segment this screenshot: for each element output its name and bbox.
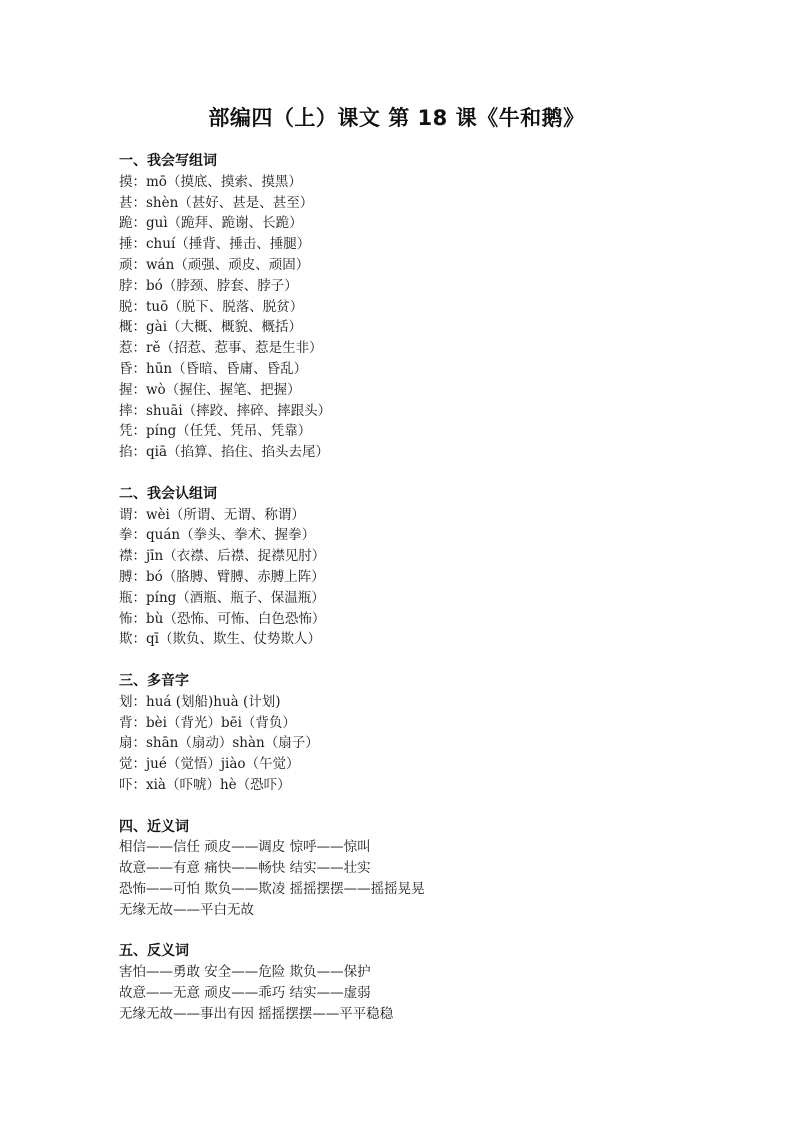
entry-line: 顽：wán（顽强、顽皮、顽固）: [119, 256, 310, 273]
section-antonyms: [119, 941, 759, 1024]
entry-line: 襟：jīn（衣襟、后襟、捉襟见肘）: [119, 548, 326, 565]
section-polyphonic-characters: [119, 671, 759, 796]
entry-line: 脖：bó（脖颈、脖套、脖子）: [119, 277, 298, 294]
entry-line: 摸：mō（摸底、摸索、摸黑）: [119, 173, 302, 190]
section-heading: 二、我会认组词: [119, 485, 217, 502]
entry-line: 摔：shuāi（摔跤、摔碎、摔跟头）: [119, 402, 332, 419]
section-heading: 一、我会写组词: [119, 153, 217, 169]
entry-line: 无缘无故——平白无故: [119, 901, 254, 918]
entry-line: 跪：guì（跪拜、跪谢、长跪）: [119, 215, 303, 232]
entry-line: 捶：chuí（捶背、捶击、捶腿）: [119, 236, 311, 253]
section-recognize-words: [119, 484, 759, 650]
entry-line: 握：wò（握住、握笔、把握）: [119, 381, 301, 398]
entry-line: 恐怖——可怕 欺负——欺凌 摇摇摆摆——摇摇晃晃: [119, 880, 425, 897]
entry-line: 脱：tuō（脱下、脱落、脱贫）: [119, 298, 304, 315]
entry-line: 怖：bù（恐怖、可怖、白色恐怖）: [119, 610, 326, 627]
entry-line: 吓：xià（吓唬）hè（恐吓）: [119, 776, 291, 793]
section-write-words: [119, 151, 759, 463]
section-synonyms: [119, 817, 759, 921]
entry-line: 概：gài（大概、概貌、概括）: [119, 319, 303, 336]
entry-line: 背：bèi（背光）bēi（背负）: [119, 714, 296, 731]
entry-line: 凭：píng（任凭、凭吊、凭靠）: [119, 423, 312, 440]
section-heading: 四、近义词: [119, 818, 189, 835]
entry-line: 觉：jué（觉悟）jiào（午觉）: [119, 756, 300, 773]
entry-line: 谓：wèi（所谓、无谓、称谓）: [119, 506, 305, 523]
entry-line: 膊：bó（胳膊、臂膊、赤膊上阵）: [119, 568, 325, 585]
entry-line: 拳：quán（拳头、拳术、握拳）: [119, 527, 316, 544]
entry-line: 扇：shān（扇动）shàn（扇子）: [119, 735, 319, 752]
section-heading: 三、多音字: [119, 672, 189, 689]
page-title: 部编四（上）课文 第 18 课《牛和鹅》: [208, 106, 585, 130]
entry-line: 昏：hūn（昏暗、昏庸、昏乱）: [119, 360, 308, 377]
section-heading: 五、反义词: [119, 943, 189, 960]
entry-line: 划：huá (划船)huà (计划): [119, 693, 281, 710]
entry-line: 掐：qiā（掐算、掐住、掐头去尾）: [119, 444, 330, 461]
entry-line: 惹：rě（招惹、惹事、惹是生非）: [119, 340, 323, 357]
entry-line: 甚：shèn（甚好、甚是、甚至）: [119, 194, 314, 211]
entry-line: 无缘无故——事出有因 摇摇摆摆——平平稳稳: [119, 1005, 394, 1022]
entry-line: 故意——无意 顽皮——乖巧 结实——虚弱: [119, 984, 371, 1001]
entry-line: 相信——信任 顽皮——调皮 惊呼——惊叫: [119, 839, 371, 856]
entry-line: 瓶：píng（酒瓶、瓶子、保温瓶）: [119, 589, 325, 606]
entry-line: 欺：qī（欺负、欺生、仗势欺人）: [119, 631, 321, 648]
entry-line: 害怕——勇敢 安全——危险 欺负——保护: [119, 964, 371, 981]
document-body: [119, 151, 759, 1024]
entry-line: 故意——有意 痛快——畅快 结实——壮实: [119, 860, 371, 877]
